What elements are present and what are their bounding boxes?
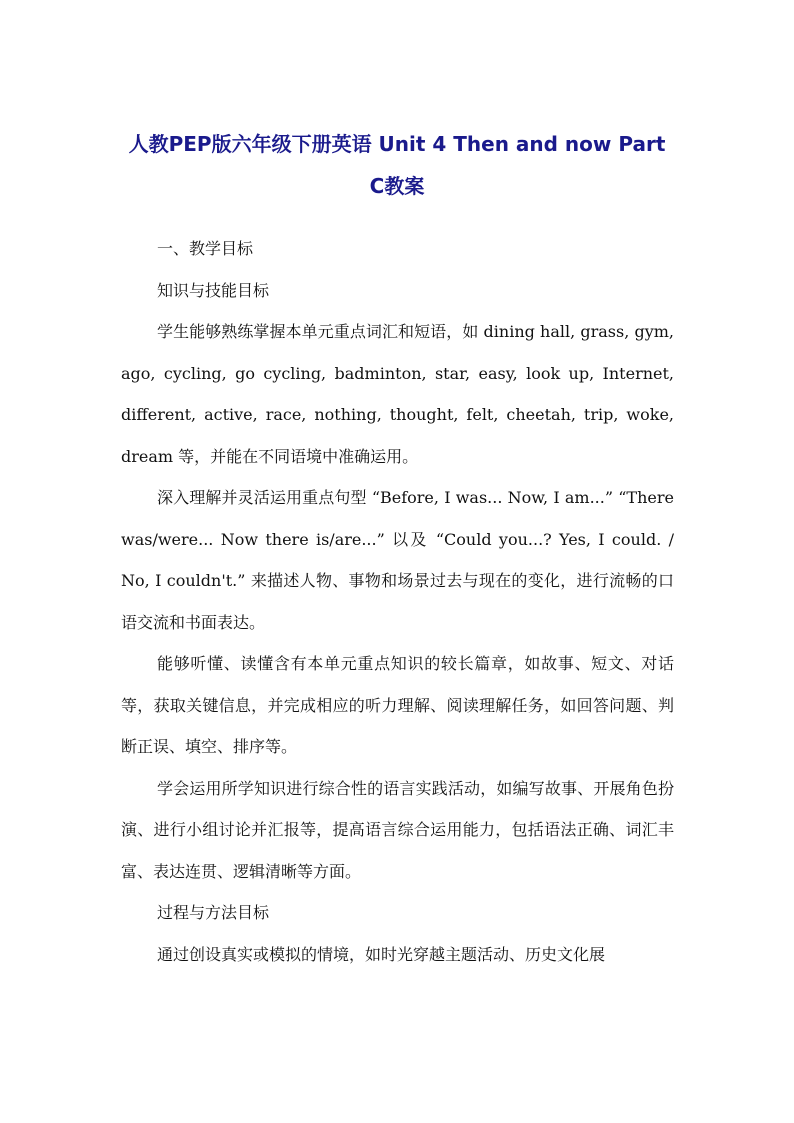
section-heading-objectives: 一、教学目标 — [157, 239, 254, 258]
paragraph-vocabulary: 学生能够熟练掌握本单元重点词汇和短语，如 dining hall, grass, gym, ago, cycling, go cycling, badminton, star, easy, look up, Internet, different, active, race, nothing, thought, felt, cheetah, trip, woke, dream 等，并能在不同语境中准确运用。 — [121, 322, 674, 466]
paragraph-practice: 学会运用所学知识进行综合性的语言实践活动，如编写故事、开展角色扮演、进行小组讨论并汇报等，提高语言综合运用能力，包括语法正确、词汇丰富、表达连贯、逻辑清晰等方面。 — [121, 778, 674, 881]
subheading-knowledge-skills: 知识与技能目标 — [157, 280, 270, 300]
document-title-line1: 人教PEP版六年级下册英语 Unit 4 Then and now Part — [128, 132, 666, 156]
paragraph-process: 通过创设真实或模拟的情境，如时光穿越主题活动、历史文化展 — [157, 944, 606, 964]
document-title-line2: C教案 — [369, 174, 425, 198]
paragraph-comprehension: 能够听懂、读懂含有本单元重点知识的较长篇章，如故事、短文、对话等，获取关键信息，并完成相应的听力理解、阅读理解任务，如回答问题、判断正误、填空、排序等。 — [121, 654, 674, 756]
paragraph-sentence-patterns: 深入理解并灵活运用重点句型 “Before, I was... Now, I am...” “There was/were... Now there is/are...” 以及 “Could you...? Yes, I could. / No, I couldn't.” 来描述人物、事物和场景过去与现在的变化，进行流畅的口语交流和书面表达。 — [121, 488, 674, 632]
subheading-process-methods: 过程与方法目标 — [157, 903, 270, 922]
document-body — [121, 228, 674, 975]
